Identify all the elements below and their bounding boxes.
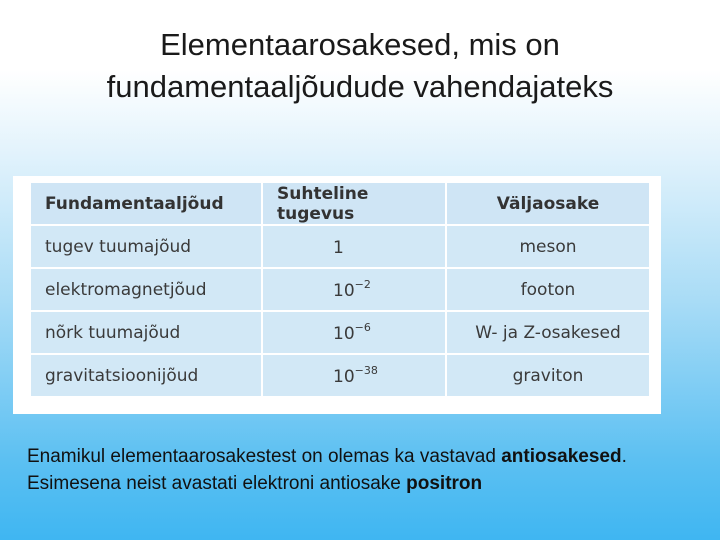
slide-title — [0, 24, 720, 108]
cell-strength — [262, 268, 446, 311]
table-row — [30, 225, 650, 268]
cell-particle: W- ja Z-osakesed — [446, 311, 650, 354]
strength-base: 1 — [333, 238, 344, 258]
strength-exponent: −2 — [354, 278, 371, 291]
table-panel — [13, 176, 661, 414]
cell-strength — [262, 225, 446, 268]
table-row — [30, 311, 650, 354]
cell-strength — [262, 354, 446, 397]
cell-force: elektromagnetjõud — [30, 268, 262, 311]
cell-particle: meson — [446, 225, 650, 268]
term-antiparticles: antiosakesed — [501, 446, 622, 467]
cell-force: gravitatsioonijõud — [30, 354, 262, 397]
table-row — [30, 268, 650, 311]
strength-base: 10 — [333, 367, 355, 387]
cell-force: nõrk tuumajõud — [30, 311, 262, 354]
strength-base: 10 — [333, 324, 355, 344]
header-particle: Väljaosake — [446, 182, 650, 225]
term-positron: positron — [406, 473, 483, 494]
slide-title-line-2: fundamentaaljõudude vahendajateks — [106, 69, 614, 104]
header-strength: Suhteline tugevus — [262, 182, 446, 225]
header-force: Fundamentaaljõud — [30, 182, 262, 225]
cell-particle: footon — [446, 268, 650, 311]
cell-force: tugev tuumajõud — [30, 225, 262, 268]
cell-strength — [262, 311, 446, 354]
forces-table — [29, 181, 651, 398]
strength-base: 10 — [333, 281, 355, 301]
explanation-paragraph — [27, 443, 697, 497]
strength-exponent: −38 — [354, 364, 378, 377]
cell-particle: graviton — [446, 354, 650, 397]
paragraph-text-2: . Esimesena neist avastati elektroni antiosake — [27, 446, 627, 494]
table-row — [30, 354, 650, 397]
slide-title-line-1: Elementaarosakesed, mis on — [160, 27, 560, 62]
table-header-row — [30, 182, 650, 225]
strength-exponent: −6 — [354, 321, 371, 334]
paragraph-text-1: Enamikul elementaarosakestest on olemas ka vastavad — [27, 446, 496, 467]
